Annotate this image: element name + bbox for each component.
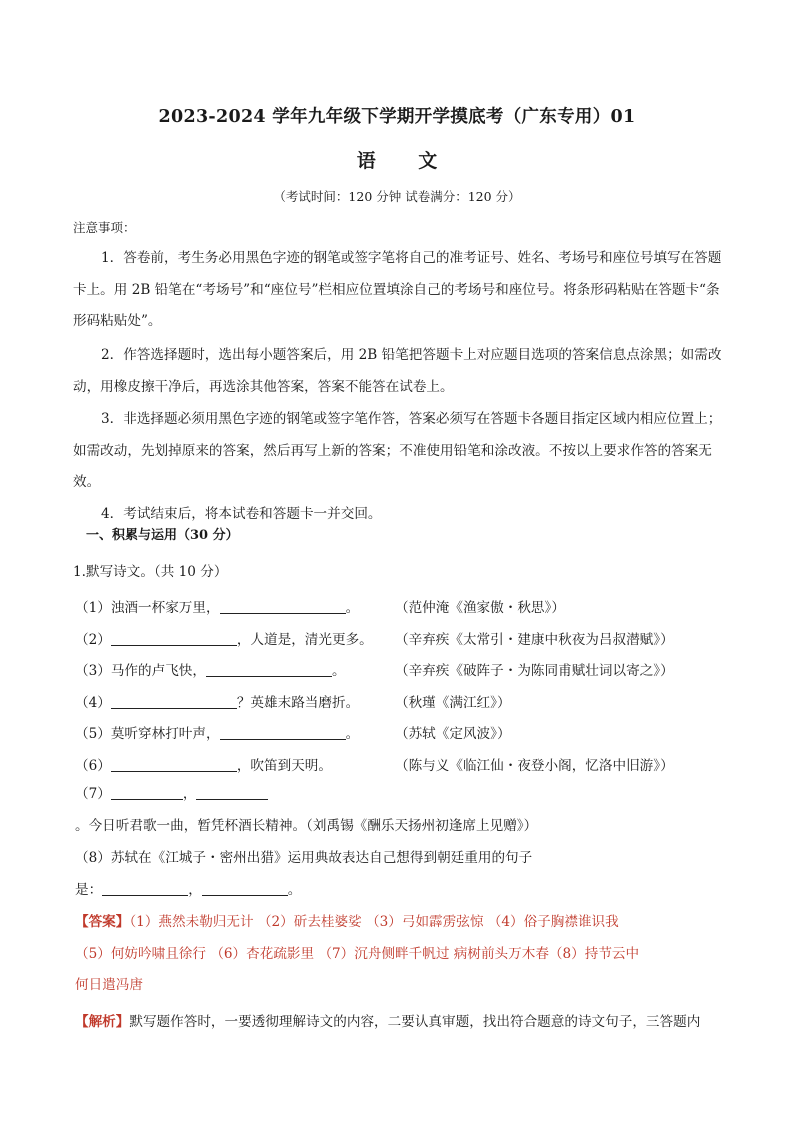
poem-item-line-2: [75, 875, 725, 907]
poem-item-suffix: 。今日听君歌一曲，暂凭杯酒长精神。（刘禹锡《酬乐天扬州初逢席上见赠》）: [75, 817, 538, 834]
exam-info: （考试时间：120 分钟 试卷满分：120 分）: [273, 189, 521, 204]
analysis-block: [75, 1007, 725, 1039]
note-item-4: 4．考试结束后，将本试卷和答题卡一并交回。: [101, 506, 382, 522]
poem-item-suffix: ，人道是，清光更多。: [236, 632, 373, 648]
answer-blank[interactable]: [220, 599, 346, 614]
poem-item-6: [75, 754, 674, 778]
notes-heading: 注意事项：: [73, 220, 136, 235]
poem-item-prefix: （7）: [75, 786, 111, 802]
poem-item-2: [75, 628, 674, 652]
answer-blank[interactable]: [196, 785, 268, 800]
answer-blank[interactable]: [102, 881, 188, 896]
subject-title: 语 文: [356, 150, 456, 172]
poem-item-source: （秋瑾《满江红》）: [395, 695, 511, 711]
note-item-3: 3．非选择题必须用黑色字迹的钢笔或签字笔作答，答案必须写在答题卡各题目指定区域内相应位置上；如需改动，先划掉原来的答案，然后再写上新的答案；不准使用铅笔和涂改液。不按以上要求作答的答案无效。: [73, 411, 722, 490]
note-item-2: 2．作答选择题时，选出每小题答案后，用 2B 铅笔把答题卡上对应题目选项的答案信息点涂黑；如需改动，用橡皮擦干净后，再选涂其他答案，答案不能答在试卷上。: [73, 347, 722, 395]
poem-item-4: [75, 691, 511, 715]
question-1-heading: 1.默写诗文。（共 10 分）: [73, 564, 228, 580]
poem-item-7: [75, 779, 725, 842]
poem-item-8: [75, 843, 725, 906]
answer-blank[interactable]: [220, 725, 346, 740]
poem-item-prefix: （3）马作的卢飞快，: [75, 663, 206, 679]
answer-line-2: （5）何妨吟啸且徐行 （6）杏花疏影里 （7）沉舟侧畔千帆过 病树前头万木春（8）持节云中: [75, 945, 640, 962]
poem-item-source: （辛弃疾《太常引・建康中秋夜为吕叔潜赋》）: [395, 632, 674, 648]
poem-item-sep: ，: [188, 881, 202, 898]
answer-blank[interactable]: [202, 881, 288, 896]
analysis-tag: 【解析】: [75, 1014, 130, 1030]
answer-blank[interactable]: [206, 662, 332, 677]
poem-item-source: （陈与义《临江仙・夜登小阁，忆洛中旧游》）: [395, 758, 674, 774]
poem-item-prefix: （4）: [75, 695, 111, 711]
poem-item-prefix: （5）莫听穿林打叶声，: [75, 726, 220, 742]
analysis-text: 默写题作答时，一要透彻理解诗文的内容，二要认真审题，找出符合题意的诗文句子，三答题内: [129, 1014, 701, 1030]
answer-block: [75, 907, 725, 1002]
answer-blank[interactable]: [111, 757, 237, 772]
answer-line-1: [75, 907, 725, 939]
poem-item-prefix: 是：: [75, 881, 103, 898]
poem-item-suffix: ？英雄末路当磨折。: [236, 695, 360, 711]
answer-text: （1）燕然未勒归无计 （2）斫去桂婆娑 （3）弓如霹雳弦惊 （4）俗子胸襟谁识我: [129, 914, 619, 930]
poem-item-5: [75, 722, 511, 746]
poem-item-sep: ，: [182, 786, 197, 802]
poem-item-suffix: 。: [345, 726, 360, 742]
poem-item-3: [75, 659, 674, 683]
poem-item-suffix: 。: [332, 663, 346, 679]
poem-item-prefix: （1）浊酒一杯家万里，: [75, 600, 220, 616]
poem-item-prefix: （2）: [75, 632, 111, 648]
page-title: 2023-2024 学年九年级下学期开学摸底考（广东专用）01: [158, 107, 636, 127]
poem-item-source: （辛弃疾《破阵子・为陈同甫赋壮词以寄之》）: [395, 663, 674, 679]
note-item-1: 1．答卷前，考生务必用黑色字迹的钢笔或签字笔将自己的准考证号、姓名、考场号和座位号填写在答题卡上。用 2B 铅笔在“考场号”和“座位号”栏相应位置填涂自己的考场号和座位号。将条形码粘贴在答题卡“条形码粘贴处”。: [73, 250, 722, 329]
poem-item-suffix: 。: [345, 600, 360, 616]
answer-line-3: 何日遣冯唐: [75, 977, 143, 993]
answer-blank[interactable]: [111, 694, 237, 709]
section-heading: 一、积累与运用（30 分）: [86, 528, 239, 543]
poem-item-1: [75, 596, 565, 620]
answer-tag: 【答案】: [75, 914, 130, 930]
answer-blank[interactable]: [111, 631, 237, 646]
answer-blank[interactable]: [111, 785, 183, 800]
poem-item-prefix: （6）: [75, 758, 111, 774]
poem-item-suffix: ，吹笛到天明。: [236, 758, 332, 774]
poem-item-source: （苏轼《定风波》）: [395, 726, 511, 742]
poem-item-line: （8）苏轼在《江城子・密州出猎》运用典故表达自己想得到朝廷重用的句子: [75, 850, 533, 866]
poem-item-suffix: 。: [287, 881, 302, 898]
poem-item-source: （范仲淹《渔家傲・秋思》）: [395, 600, 565, 616]
